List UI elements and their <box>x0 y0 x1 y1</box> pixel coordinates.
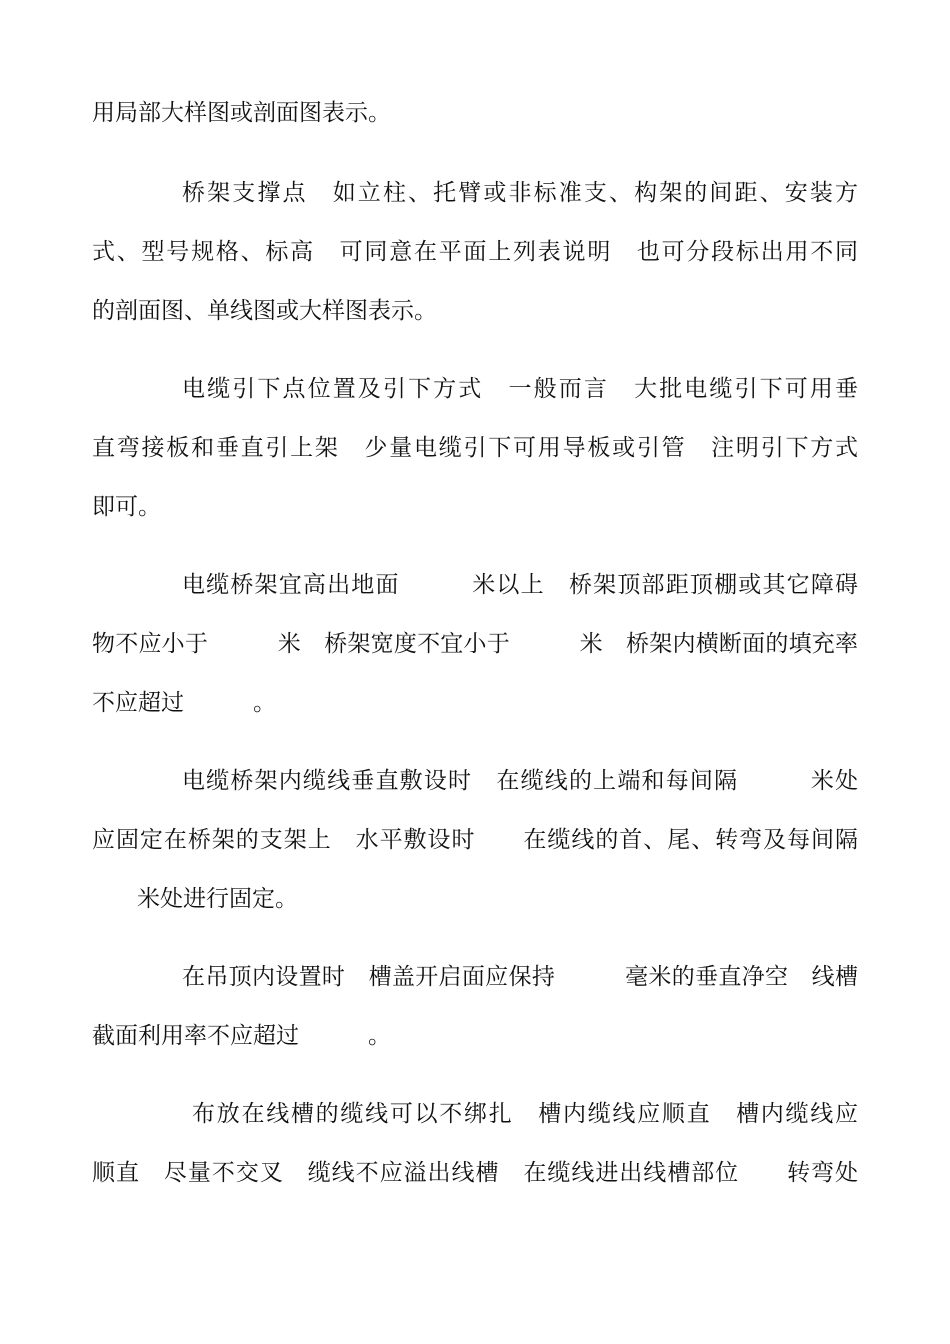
text-line: 在吊顶内设置时 槽盖开启面应保持 毫米的垂直净空 线槽 <box>182 964 858 990</box>
text-line: 物不应小于 米 桥架宽度不宜小于 米 桥架内横断面的填充率 <box>92 631 858 657</box>
text-line: 式、型号规格、标高 可同意在平面上列表说明 也可分段标出用不同 <box>92 239 858 265</box>
text-line: 桥架支撑点 如立柱、托臂或非标准支、构架的间距、安装方 <box>182 180 858 206</box>
text-line: 电缆桥架宜高出地面 米以上 桥架顶部距顶棚或其它障碍 <box>182 572 858 598</box>
text-line: 不应超过 。 <box>92 690 276 716</box>
text-line: 截面利用率不应超过 。 <box>92 1023 391 1049</box>
text-line: 电缆桥架内缆线垂直敷设时 在缆线的上端和每间隔 米处 <box>182 768 858 794</box>
text-line: 布放在线槽的缆线可以不绑扎 槽内缆线应顺直 槽内缆线应 <box>192 1101 858 1127</box>
text-line: 应固定在桥架的支架上 水平敷设时 在缆线的首、尾、转弯及每间隔 <box>92 827 858 853</box>
text-line: 用局部大样图或剖面图表示。 <box>92 100 391 126</box>
text-line: 米处进行固定。 <box>137 886 298 912</box>
text-line: 电缆引下点位置及引下方式 一般而言 大批电缆引下可用垂 <box>182 376 858 402</box>
text-line: 顺直 尽量不交叉 缆线不应溢出线槽 在缆线进出线槽部位 转弯处 <box>92 1160 858 1186</box>
text-line: 的剖面图、单线图或大样图表示。 <box>92 298 437 324</box>
text-line: 即可。 <box>92 494 161 520</box>
text-line: 直弯接板和垂直引上架 少量电缆引下可用导板或引管 注明引下方式 <box>92 435 858 461</box>
